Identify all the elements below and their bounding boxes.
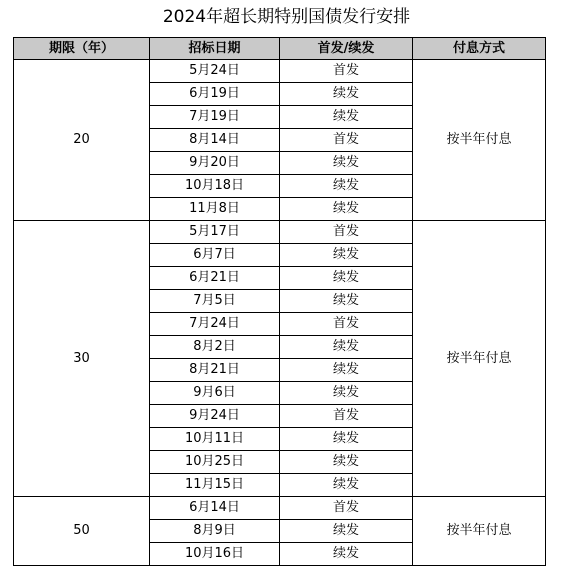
issue-type-cell: 续发 [280,451,413,474]
table-row [14,221,546,244]
auction-date-cell: 5月17日 [150,221,280,244]
issue-type-cell: 续发 [280,382,413,405]
term-cell: 50 [14,497,150,566]
issue-type-cell: 续发 [280,290,413,313]
auction-date-cell: 10月16日 [150,543,280,566]
auction-date-cell: 10月18日 [150,175,280,198]
page-title: 2024年超长期特别国债发行安排 [162,7,411,27]
auction-date-cell: 6月14日 [150,497,280,520]
header-issue-type: 首发/续发 [280,38,413,60]
auction-date-cell: 11月8日 [150,198,280,221]
auction-date-cell: 7月19日 [150,106,280,129]
auction-date-cell: 8月9日 [150,520,280,543]
table-body [14,60,546,566]
issue-type-cell: 续发 [280,428,413,451]
issue-type-cell: 续发 [280,267,413,290]
issue-type-cell: 续发 [280,520,413,543]
issue-type-cell: 续发 [280,198,413,221]
auction-date-cell: 7月5日 [150,290,280,313]
issue-type-cell: 首发 [280,129,413,152]
issue-type-cell: 续发 [280,336,413,359]
issue-type-cell: 首发 [280,221,413,244]
auction-date-cell: 6月21日 [150,267,280,290]
issue-type-cell: 首发 [280,497,413,520]
auction-date-cell: 9月6日 [150,382,280,405]
issue-type-cell: 续发 [280,244,413,267]
payment-method-cell: 按半年付息 [413,221,546,497]
issue-type-cell: 续发 [280,175,413,198]
table-row [14,497,546,520]
payment-method-cell: 按半年付息 [413,497,546,566]
term-cell: 20 [14,60,150,221]
issue-type-cell: 续发 [280,359,413,382]
auction-date-cell: 6月19日 [150,83,280,106]
auction-date-cell: 11月15日 [150,474,280,497]
issue-type-cell: 续发 [280,152,413,175]
table-header-row [14,38,546,60]
issue-type-cell: 续发 [280,474,413,497]
auction-date-cell: 9月20日 [150,152,280,175]
auction-date-cell: 10月11日 [150,428,280,451]
header-auction-date: 招标日期 [150,38,280,60]
auction-date-cell: 9月24日 [150,405,280,428]
header-payment-method: 付息方式 [413,38,546,60]
issue-type-cell: 首发 [280,313,413,336]
issue-type-cell: 续发 [280,106,413,129]
issue-type-cell: 续发 [280,543,413,566]
table-row [14,60,546,83]
auction-date-cell: 6月7日 [150,244,280,267]
auction-date-cell: 7月24日 [150,313,280,336]
auction-date-cell: 8月14日 [150,129,280,152]
payment-method-cell: 按半年付息 [413,60,546,221]
auction-date-cell: 10月25日 [150,451,280,474]
issue-type-cell: 首发 [280,60,413,83]
auction-date-cell: 8月21日 [150,359,280,382]
header-term: 期限（年） [14,38,150,60]
auction-date-cell: 8月2日 [150,336,280,359]
issue-type-cell: 首发 [280,405,413,428]
issuance-schedule-table [13,37,546,566]
term-cell: 30 [14,221,150,497]
issue-type-cell: 续发 [280,83,413,106]
auction-date-cell: 5月24日 [150,60,280,83]
